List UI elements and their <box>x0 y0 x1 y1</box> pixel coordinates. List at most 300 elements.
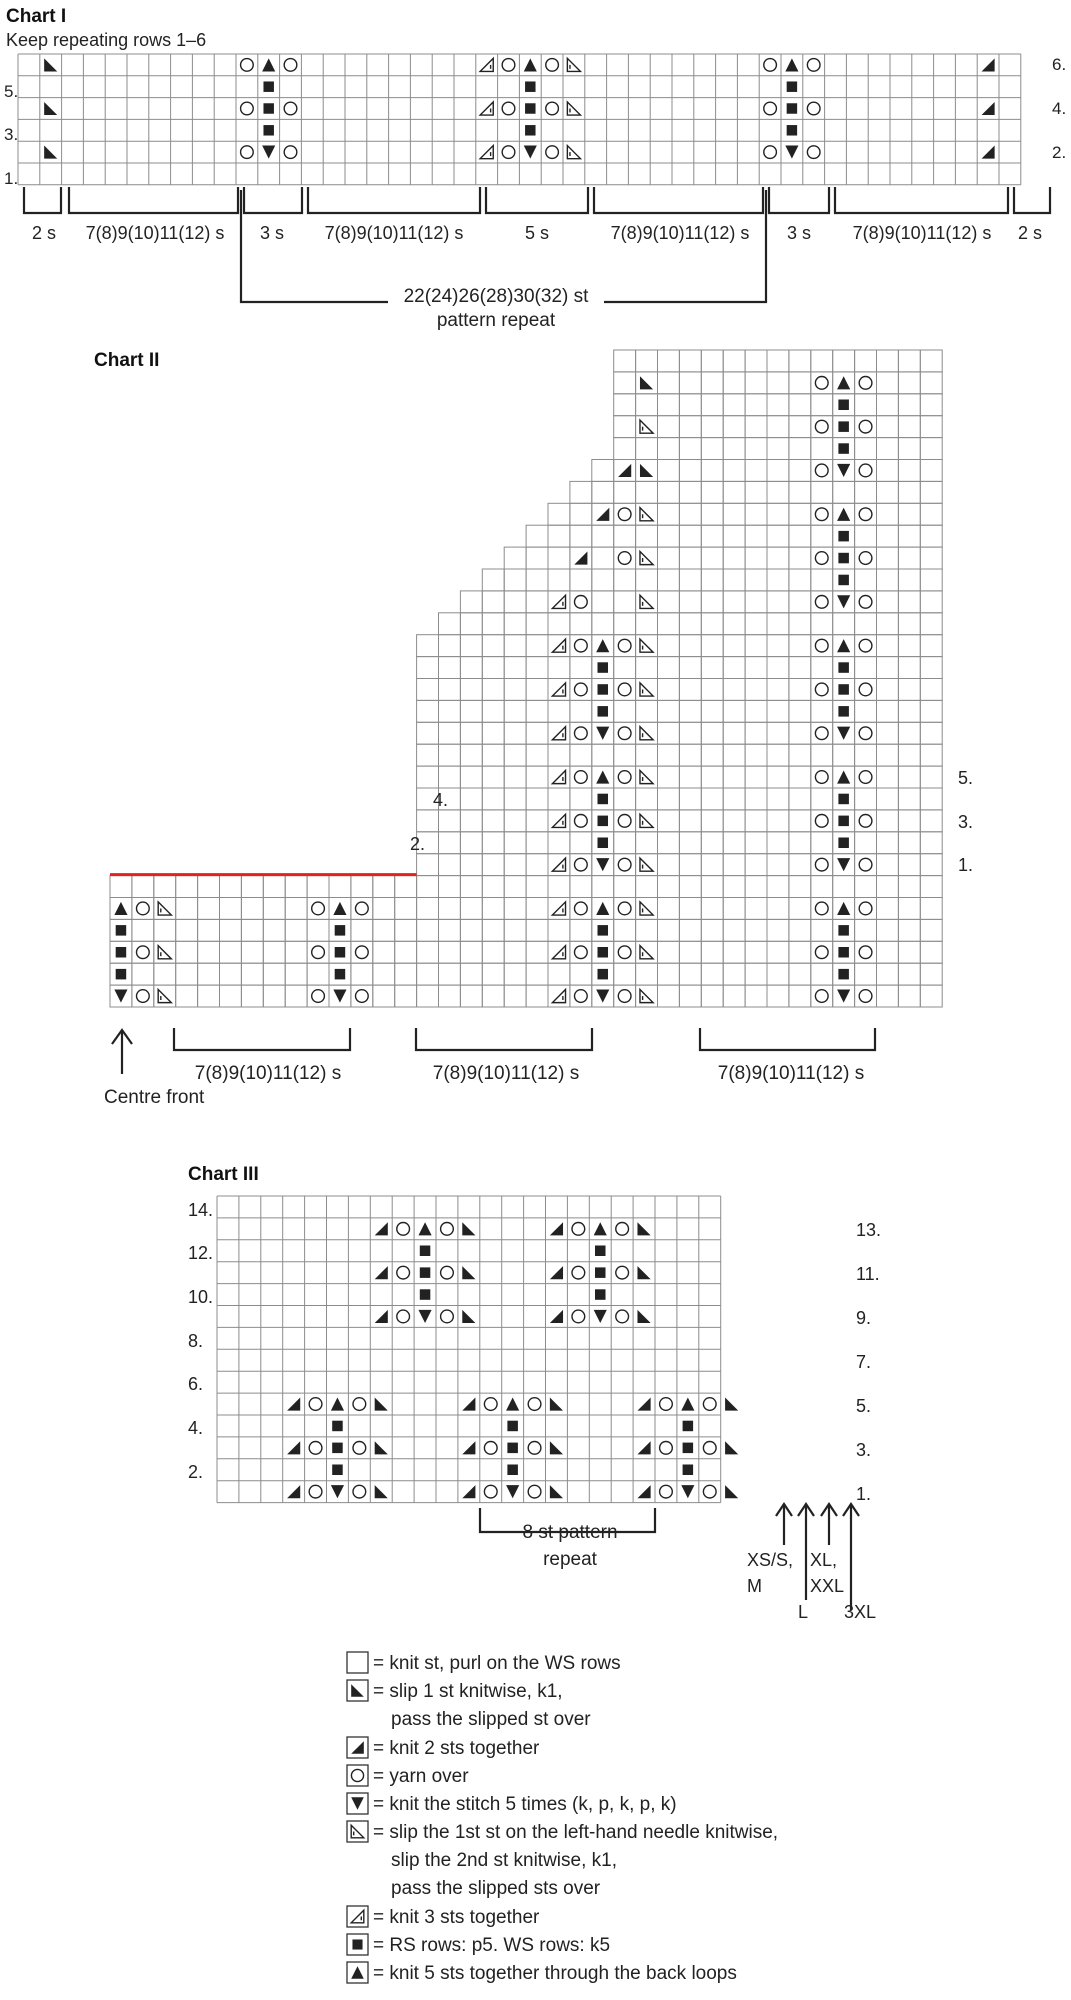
chart-2-cell <box>548 832 570 854</box>
chart-2-cell <box>811 810 833 832</box>
chart-2-cell <box>636 744 658 766</box>
chart-2-cell <box>395 941 417 963</box>
chart-2-cell <box>789 438 811 460</box>
chart-2-cell <box>263 941 285 963</box>
chart-2-cell <box>767 503 789 525</box>
chart-2-cell <box>789 503 811 525</box>
chart-2-cell <box>482 832 504 854</box>
filled-square-icon <box>597 925 608 936</box>
yarn-over-icon <box>397 1222 410 1235</box>
chart-2-cell <box>745 985 767 1007</box>
up-triangle-icon <box>837 376 850 389</box>
chart-2-cell <box>898 416 920 438</box>
chart-2-cell <box>745 657 767 679</box>
yarn-over-icon <box>859 420 872 433</box>
up-triangle-icon <box>837 902 850 915</box>
chart-2-cell <box>592 591 614 613</box>
yarn-over-icon <box>859 683 872 696</box>
chart-2-cell <box>658 350 680 372</box>
chart-1-segment-label: 3 s <box>259 223 285 243</box>
chart-2-cell <box>307 919 329 941</box>
chart-2-cell <box>877 832 899 854</box>
chart-2-cell <box>723 416 745 438</box>
chart-3-row-label: 8. <box>188 1331 204 1351</box>
chart-2-cell <box>920 613 942 635</box>
chart-2-cell <box>307 876 329 898</box>
chart-2-cell <box>439 810 461 832</box>
chart-2-cell <box>658 854 680 876</box>
filled-square-icon <box>838 443 849 454</box>
chart-1-segment-label: 5 s <box>524 223 550 243</box>
yarn-over-icon <box>574 858 587 871</box>
yarn-over-icon <box>616 1222 629 1235</box>
yarn-over-icon <box>807 146 820 159</box>
chart-2-cell <box>614 854 636 876</box>
chart-2-cell <box>636 525 658 547</box>
up-triangle-icon <box>418 1222 431 1235</box>
chart-2-cell <box>679 766 701 788</box>
chart-3-size-label: XS/S, <box>747 1550 794 1570</box>
filled-square-icon <box>838 925 849 936</box>
yarn-over-icon <box>572 1266 585 1279</box>
chart-2-cell <box>679 722 701 744</box>
chart-1-bracket <box>1014 187 1050 213</box>
chart-2-cell <box>833 876 855 898</box>
slip-knit-pass-icon <box>550 1441 563 1454</box>
k2tog-icon <box>287 1441 300 1454</box>
chart-2-cell <box>417 657 439 679</box>
yarn-over-icon <box>815 727 828 740</box>
yarn-over-icon <box>618 639 631 652</box>
chart-2-cell <box>767 416 789 438</box>
chart-1-segment-label: 7(8)9(10)11(12) s <box>610 223 750 243</box>
chart-2-cell <box>198 985 220 1007</box>
chart-2-cell <box>460 985 482 1007</box>
chart-2-cell <box>417 679 439 701</box>
filled-square-icon <box>263 125 273 135</box>
chart-2-cell <box>811 722 833 744</box>
legend-text: = knit st, purl on the WS rows <box>373 1653 621 1674</box>
chart-2-cell <box>767 460 789 482</box>
chart-3 <box>188 1164 881 1622</box>
chart-2-cell <box>417 876 439 898</box>
chart-2-cell <box>636 788 658 810</box>
chart-2-cell <box>548 963 570 985</box>
chart-2-cell <box>701 481 723 503</box>
chart-2-cell <box>701 416 723 438</box>
chart-2-cell <box>920 569 942 591</box>
chart-2-cell <box>417 810 439 832</box>
chart-3-row-label: 5. <box>856 1396 872 1416</box>
yarn-over-icon <box>574 990 587 1003</box>
down-triangle-icon <box>351 1797 364 1810</box>
chart-2-cell <box>811 460 833 482</box>
chart-2-cell <box>526 700 548 722</box>
chart-2-cell <box>636 394 658 416</box>
chart-2-cell <box>723 613 745 635</box>
chart-2-cell <box>723 810 745 832</box>
chart-2-cell <box>920 591 942 613</box>
chart-1-repeat-bracket <box>241 190 388 302</box>
chart-2-cell <box>504 985 526 1007</box>
legend-icon-box <box>347 1652 368 1673</box>
yarn-over-icon <box>502 59 515 72</box>
yarn-over-icon <box>815 464 828 477</box>
chart-2-cell <box>745 788 767 810</box>
yarn-over-icon <box>284 59 297 72</box>
chart-2-cell <box>701 854 723 876</box>
chart-2-cell <box>417 744 439 766</box>
chart-2-cell <box>877 744 899 766</box>
legend-text: = knit 5 sts together through the back loops <box>373 1963 737 1984</box>
down-triangle-icon <box>333 989 346 1002</box>
chart-2-cell <box>570 700 592 722</box>
chart-2-cell <box>373 985 395 1007</box>
chart-2-cell <box>898 569 920 591</box>
filled-square-icon <box>420 1267 431 1278</box>
chart-2-cell <box>198 876 220 898</box>
filled-square-icon <box>683 1443 694 1454</box>
chart-2-cell <box>658 744 680 766</box>
chart-2-cell <box>220 963 242 985</box>
chart-2-cell <box>460 898 482 920</box>
chart-2-cell <box>701 788 723 810</box>
chart-2-cell <box>811 394 833 416</box>
yarn-over-icon <box>546 146 559 159</box>
chart-2-cell <box>482 985 504 1007</box>
chart-2-cell <box>679 876 701 898</box>
chart-2-cell <box>154 919 176 941</box>
chart-2-cell <box>898 481 920 503</box>
chart-2-cell <box>482 876 504 898</box>
chart-2-segment-label: 7(8)9(10)11(12) s <box>194 1063 342 1084</box>
chart-2-cell <box>614 481 636 503</box>
chart-2-cell <box>570 876 592 898</box>
chart-2-cell <box>811 898 833 920</box>
chart-2-cell <box>767 591 789 613</box>
chart-2-cell <box>789 460 811 482</box>
chart-2-cell <box>833 481 855 503</box>
chart-2-cell <box>898 591 920 613</box>
slip-knit-pass-icon <box>462 1222 475 1235</box>
yarn-over-icon <box>807 59 820 72</box>
up-triangle-icon <box>351 1966 364 1979</box>
yarn-over-icon <box>312 990 325 1003</box>
chart-3-row-label: 2. <box>188 1462 204 1482</box>
chart-2-cell <box>877 460 899 482</box>
chart-2-cell <box>241 898 263 920</box>
chart-2-cell <box>592 547 614 569</box>
chart-3-size-label: L <box>798 1602 809 1622</box>
chart-2-cell <box>636 372 658 394</box>
yarn-over-icon <box>815 771 828 784</box>
filled-square-icon <box>507 1464 518 1475</box>
chart-2-cell <box>745 394 767 416</box>
chart-2-cell <box>504 635 526 657</box>
chart-2-cell <box>439 832 461 854</box>
filled-square-icon <box>335 925 346 936</box>
chart-2-cell <box>877 438 899 460</box>
chart-1-bracket <box>308 187 480 213</box>
chart-2-cell <box>745 372 767 394</box>
chart-2-cell <box>898 394 920 416</box>
chart-2-cell <box>460 832 482 854</box>
down-triangle-icon <box>114 989 127 1002</box>
chart-2-cell <box>614 744 636 766</box>
chart-2-cell <box>723 481 745 503</box>
yarn-over-icon <box>764 59 777 72</box>
chart-2-cell <box>526 613 548 635</box>
chart-2-cell <box>526 525 548 547</box>
chart-2-cell <box>701 503 723 525</box>
filled-square-icon <box>838 684 849 695</box>
chart-2-cell <box>526 744 548 766</box>
chart-2-cell <box>570 963 592 985</box>
chart-2-cell <box>548 547 570 569</box>
chart-2-cell <box>920 460 942 482</box>
chart-2-cell <box>220 898 242 920</box>
yarn-over-icon <box>355 946 368 959</box>
chart-2-cell <box>176 876 198 898</box>
chart-2-cell <box>920 722 942 744</box>
yarn-over-icon <box>660 1441 673 1454</box>
chart-2-cell <box>592 569 614 591</box>
chart-2-cell <box>877 613 899 635</box>
yarn-over-icon <box>284 102 297 115</box>
k2tog-icon <box>287 1485 300 1498</box>
chart-2-cell <box>767 941 789 963</box>
legend-text: = RS rows: p5. WS rows: k5 <box>373 1935 611 1956</box>
chart-1-segment-label: 2 s <box>1017 223 1043 243</box>
chart-2-cell <box>767 481 789 503</box>
chart-2-cell <box>811 744 833 766</box>
chart-2-cell <box>877 985 899 1007</box>
slip-knit-pass-icon <box>375 1397 388 1410</box>
up-triangle-icon <box>596 770 609 783</box>
down-triangle-icon <box>331 1485 344 1498</box>
chart-2-cell <box>614 394 636 416</box>
yarn-over-icon <box>703 1485 716 1498</box>
chart-2-cell <box>110 876 132 898</box>
filled-square-icon <box>332 1421 343 1432</box>
chart-2-cell <box>460 810 482 832</box>
chart-2-cell <box>745 613 767 635</box>
chart-2-cell <box>811 613 833 635</box>
chart-2-cell <box>723 635 745 657</box>
chart-2-cell <box>132 941 154 963</box>
chart-2-cell <box>679 788 701 810</box>
chart-2-cell <box>417 898 439 920</box>
chart-2-cell <box>176 919 198 941</box>
chart-2-cell <box>658 898 680 920</box>
filled-square-icon <box>787 125 797 135</box>
filled-square-icon <box>525 125 535 135</box>
yarn-over-icon <box>502 102 515 115</box>
chart-2-cell <box>373 963 395 985</box>
yarn-over-icon <box>859 990 872 1003</box>
chart-2-cell <box>263 963 285 985</box>
yarn-over-icon <box>815 508 828 521</box>
chart-2-cell <box>482 679 504 701</box>
chart-2-cell <box>460 766 482 788</box>
chart-2-cell <box>723 722 745 744</box>
chart-2-cell <box>701 744 723 766</box>
chart-2-cell <box>351 919 373 941</box>
chart-2-cell <box>855 898 877 920</box>
chart-2-cell <box>417 985 439 1007</box>
chart-2-cell <box>220 941 242 963</box>
chart-2-cell <box>439 941 461 963</box>
chart-2-cell <box>614 525 636 547</box>
chart-2-row-label: 5. <box>958 768 974 788</box>
chart-2-cell <box>351 941 373 963</box>
chart-2-cell <box>460 876 482 898</box>
chart-2-cell <box>789 941 811 963</box>
chart-2-cell <box>504 876 526 898</box>
chart-2-cell <box>701 547 723 569</box>
chart-2-cell <box>614 679 636 701</box>
yarn-over-icon <box>574 639 587 652</box>
chart-2-cell <box>614 591 636 613</box>
chart-2-cell <box>198 898 220 920</box>
chart-2-cell <box>877 941 899 963</box>
chart-2-cell <box>614 788 636 810</box>
slip-knit-pass-icon <box>725 1397 738 1410</box>
slip-knit-pass-icon <box>550 1397 563 1410</box>
chart-1-bracket <box>594 187 763 213</box>
chart-2-cell <box>701 919 723 941</box>
chart-2-cell <box>526 898 548 920</box>
chart-2-cell <box>592 613 614 635</box>
yarn-over-icon <box>309 1485 322 1498</box>
chart-2-cell <box>526 569 548 591</box>
chart-2-cell <box>460 788 482 810</box>
yarn-over-icon <box>528 1398 541 1411</box>
chart-2-cell <box>811 481 833 503</box>
chart-2-cell <box>570 919 592 941</box>
chart-2-cell <box>460 613 482 635</box>
filled-square-icon <box>838 553 849 564</box>
legend-text: slip the 2nd st knitwise, k1, <box>391 1850 617 1871</box>
chart-2-cell <box>855 722 877 744</box>
chart-2-cell <box>811 438 833 460</box>
chart-2-cell <box>877 372 899 394</box>
chart-2-cell <box>920 700 942 722</box>
chart-2-cell <box>855 547 877 569</box>
chart-2-cell <box>285 919 307 941</box>
slip-knit-pass-icon <box>351 1684 364 1697</box>
yarn-over-icon <box>815 595 828 608</box>
chart-2-cell <box>745 569 767 591</box>
chart-2-cell <box>767 985 789 1007</box>
chart-2-cell <box>658 963 680 985</box>
k2tog-icon <box>550 1222 563 1235</box>
chart-2-cell <box>439 898 461 920</box>
down-triangle-icon <box>837 727 850 740</box>
chart-2-cell <box>723 503 745 525</box>
chart-2-cell <box>526 657 548 679</box>
chart-2-cell <box>855 700 877 722</box>
chart-2-cell <box>920 372 942 394</box>
yarn-over-icon <box>484 1485 497 1498</box>
chart-2-row-label: 2. <box>410 834 426 854</box>
chart-2-row-label: 4. <box>433 790 449 810</box>
chart-2-cell <box>614 547 636 569</box>
chart-2-cell <box>723 525 745 547</box>
chart-2-cell <box>504 766 526 788</box>
chart-2-cell <box>658 416 680 438</box>
chart-2-cell <box>679 525 701 547</box>
down-triangle-icon <box>524 146 537 159</box>
chart-2-cell <box>658 810 680 832</box>
chart-2-cell <box>745 963 767 985</box>
chart-2-cell <box>460 591 482 613</box>
chart-2-cell <box>789 832 811 854</box>
chart-3-row-label: 12. <box>188 1243 214 1263</box>
chart-2-cell <box>176 985 198 1007</box>
chart-2-cell <box>855 372 877 394</box>
chart-2-cell <box>767 700 789 722</box>
chart-2-cell <box>811 679 833 701</box>
chart-2-segment-label: 7(8)9(10)11(12) s <box>717 1063 865 1084</box>
filled-square-icon <box>595 1245 606 1256</box>
chart-2-cell <box>855 810 877 832</box>
chart-2-segment-label: 7(8)9(10)11(12) s <box>432 1063 580 1084</box>
chart-2-cell <box>526 788 548 810</box>
chart-3-row-label: 9. <box>856 1308 872 1328</box>
chart-2-cell <box>351 876 373 898</box>
chart-2-cell <box>811 350 833 372</box>
chart-2-cell <box>132 876 154 898</box>
chart-2-cell <box>526 591 548 613</box>
chart-2-cell <box>417 854 439 876</box>
chart-2-title: Chart II <box>94 350 160 371</box>
up-triangle-icon <box>524 58 537 71</box>
chart-2-cell <box>811 700 833 722</box>
chart-2-cell <box>723 372 745 394</box>
chart-2-cell <box>439 963 461 985</box>
chart-2-cell <box>723 876 745 898</box>
chart-2-cell <box>504 547 526 569</box>
chart-2-cell <box>877 591 899 613</box>
chart-2-cell <box>658 613 680 635</box>
chart-2-cell <box>745 722 767 744</box>
chart-2 <box>94 350 973 1108</box>
chart-2-cell <box>898 919 920 941</box>
chart-2-cell <box>701 941 723 963</box>
chart-2-cell <box>307 985 329 1007</box>
chart-2-cell <box>570 679 592 701</box>
yarn-over-icon <box>484 1398 497 1411</box>
k2tog-icon <box>982 58 995 71</box>
chart-1-bracket <box>486 187 588 213</box>
chart-1-note: Keep repeating rows 1–6 <box>6 30 207 50</box>
chart-2-cell <box>679 503 701 525</box>
chart-2-cell <box>679 613 701 635</box>
chart-2-cell <box>920 438 942 460</box>
chart-2-cell <box>220 876 242 898</box>
chart-2-cell <box>745 635 767 657</box>
up-triangle-icon <box>596 902 609 915</box>
chart-2-cell <box>679 919 701 941</box>
chart-2-cell <box>789 810 811 832</box>
chart-2-cell <box>767 547 789 569</box>
yarn-over-icon <box>355 902 368 915</box>
slip-knit-pass-icon <box>725 1485 738 1498</box>
chart-2-cell <box>701 591 723 613</box>
chart-3-row-label: 11. <box>856 1264 880 1284</box>
chart-2-cell <box>877 876 899 898</box>
